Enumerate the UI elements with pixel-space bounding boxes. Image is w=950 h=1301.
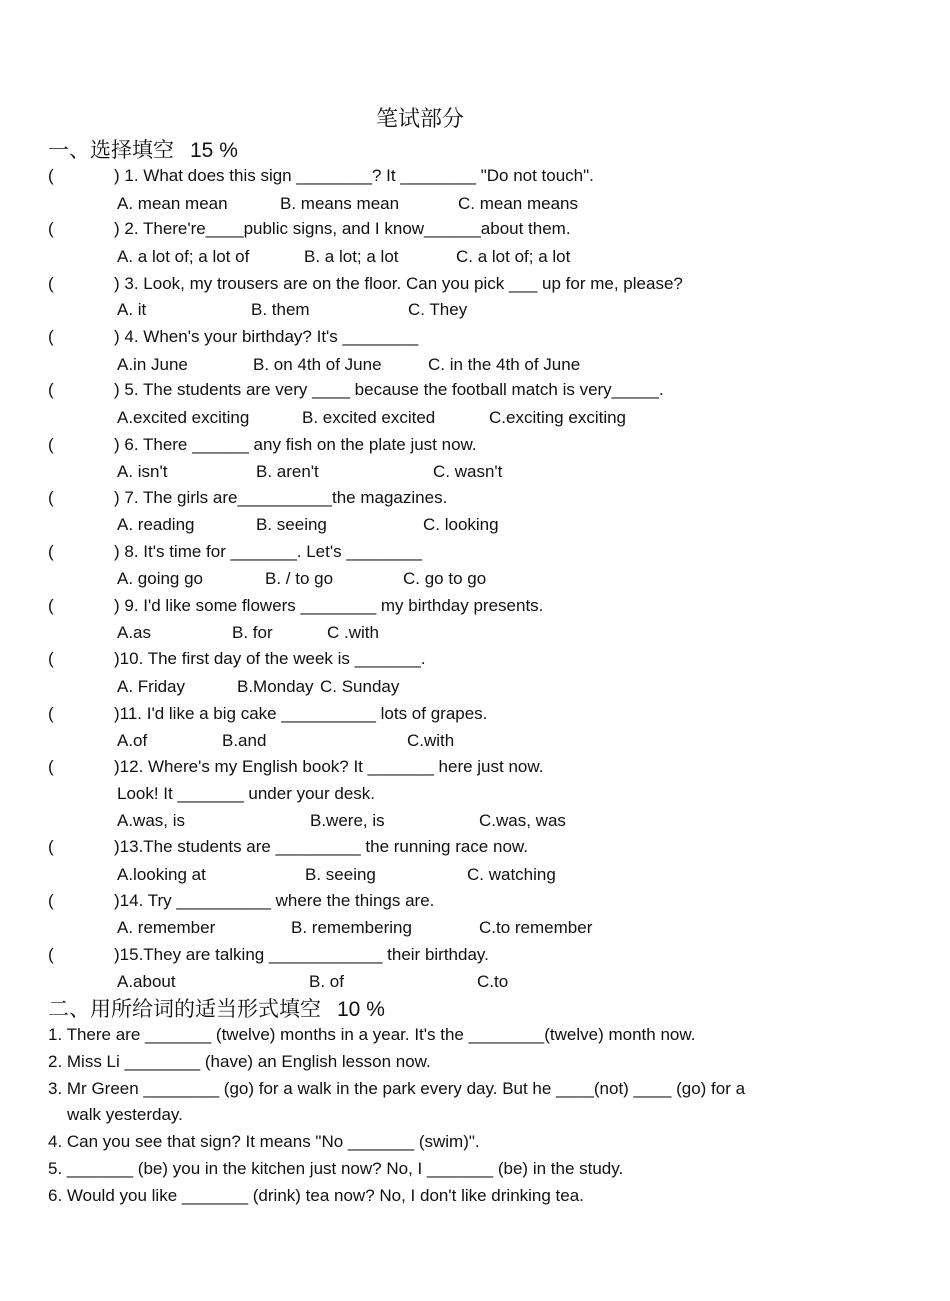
answer-blank: ( (48, 274, 54, 293)
question-stem: ) 6. There ______ any fish on the plate just now. (114, 435, 477, 454)
option-c: C. wasn't (433, 462, 503, 481)
answer-blank: ( (48, 891, 54, 910)
page-title: 笔试部分 (375, 107, 464, 132)
fill-blank-6: 6. Would you like _______ (drink) tea now? No, I don't like drinking tea. (48, 1186, 584, 1205)
option-c: C.exciting exciting (489, 408, 627, 427)
question-stem: )10. The first day of the week is _______. (114, 649, 426, 668)
question-stem: ) 1. What does this sign ________? It ________ "Do not touch". (114, 166, 594, 185)
option-c: C.with (407, 731, 455, 750)
answer-blank: ( (48, 596, 54, 615)
option-a: A. mean mean (117, 194, 228, 213)
question-8 (48, 542, 422, 562)
option-c: C.to remember (479, 918, 593, 937)
option-c: C. Sunday (320, 677, 400, 696)
option-b: B.were, is (310, 811, 385, 830)
option-c: C .with (327, 623, 379, 642)
question-5 (48, 380, 664, 400)
question-10 (48, 649, 426, 669)
option-b: B. a lot; a lot (304, 247, 399, 266)
option-a: A. Friday (117, 677, 186, 696)
option-b: B. remembering (291, 918, 412, 937)
option-c: C.was, was (479, 811, 566, 830)
question-6 (48, 435, 477, 455)
answer-blank: ( (48, 219, 54, 238)
option-b: B. seeing (305, 865, 376, 884)
question-4 (48, 327, 418, 347)
option-c: C. They (408, 300, 468, 319)
section2-percent: 10 % (337, 998, 385, 1021)
question-stem: )14. Try __________ where the things are. (114, 891, 435, 910)
question-12 (48, 757, 543, 777)
option-b: B. seeing (256, 515, 327, 534)
fill-blank-5: 5. _______ (be) you in the kitchen just now? No, I _______ (be) in the study. (48, 1159, 624, 1178)
option-a: A.excited exciting (117, 408, 250, 427)
section1-heading-text: 一、选择填空 (48, 138, 174, 162)
option-a: A. a lot of; a lot of (117, 247, 250, 266)
question-stem: ) 7. The girls are__________the magazines. (114, 488, 448, 507)
question-3 (48, 274, 683, 294)
answer-blank: ( (48, 757, 54, 776)
section1-percent: 15 % (190, 139, 238, 162)
option-b: B.Monday (237, 677, 314, 696)
option-a: A.as (117, 623, 152, 642)
question-sub-stem: Look! It _______ under your desk. (117, 784, 376, 803)
section2-heading-text: 二、用所给词的适当形式填空 (48, 997, 321, 1021)
question-7 (48, 488, 447, 508)
option-a: A. it (117, 300, 147, 319)
option-a: A. isn't (117, 462, 168, 481)
question-stem: ) 3. Look, my trousers are on the floor. Can you pick ___ up for me, please? (114, 274, 683, 293)
fill-blank-1: 1. There are _______ (twelve) months in a year. It's the ________(twelve) month now. (48, 1025, 696, 1044)
question-stem: )12. Where's my English book? It _______ here just now. (114, 757, 544, 776)
question-14 (48, 891, 434, 911)
question-13 (48, 837, 528, 857)
fill-blank-3: 3. Mr Green ________ (go) for a walk in the park every day. But he ____(not) ____ (go) for a (48, 1079, 746, 1098)
fill-blank-2: 2. Miss Li ________ (have) an English lesson now. (48, 1052, 431, 1071)
option-a: A.was, is (117, 811, 186, 830)
option-a: A.about (117, 972, 176, 991)
answer-blank: ( (48, 488, 54, 507)
option-a: A.of (117, 731, 148, 750)
option-c: C.to (477, 972, 509, 991)
answer-blank: ( (48, 166, 54, 185)
fill-blank-3-continued: walk yesterday. (67, 1105, 183, 1124)
option-c: C. a lot of; a lot (456, 247, 571, 266)
option-c: C. looking (423, 515, 499, 534)
answer-blank: ( (48, 380, 54, 399)
question-11 (48, 704, 487, 724)
question-2 (48, 219, 571, 239)
question-1 (48, 166, 594, 186)
answer-blank: ( (48, 837, 54, 856)
question-15 (48, 945, 489, 965)
option-b: B. means mean (280, 194, 400, 213)
option-c: C. go to go (403, 569, 487, 588)
answer-blank: ( (48, 945, 54, 964)
option-c: C. watching (467, 865, 556, 884)
option-b: B. aren't (256, 462, 319, 481)
option-c: C. in the 4th of June (428, 355, 581, 374)
option-a: A. remember (117, 918, 216, 937)
section1-heading (48, 134, 238, 164)
question-stem: ) 5. The students are very ____ because the football match is very_____. (114, 380, 664, 399)
section2-heading (48, 993, 385, 1023)
option-a: A.looking at (117, 865, 206, 884)
answer-blank: ( (48, 435, 54, 454)
option-b: B. of (309, 972, 344, 991)
answer-blank: ( (48, 327, 54, 346)
question-stem: ) 4. When's your birthday? It's ________ (114, 327, 419, 346)
question-stem: ) 2. There're____public signs, and I know______about them. (114, 219, 571, 238)
question-stem: )15.They are talking ____________ their birthday. (114, 945, 489, 964)
option-a: A. reading (117, 515, 195, 534)
question-12-sub (117, 784, 375, 804)
answer-blank: ( (48, 704, 54, 723)
option-a: A. going go (117, 569, 204, 588)
option-c: C. mean means (458, 194, 578, 213)
option-b: B. them (251, 300, 310, 319)
option-a: A.in June (117, 355, 188, 374)
fill-blank-4: 4. Can you see that sign? It means "No _______ (swim)". (48, 1132, 480, 1151)
option-b: B.and (222, 731, 267, 750)
option-b: B. / to go (265, 569, 334, 588)
question-stem: )11. I'd like a big cake __________ lots of grapes. (114, 704, 488, 723)
question-stem: ) 9. I'd like some flowers ________ my birthday presents. (114, 596, 544, 615)
option-b: B. for (232, 623, 273, 642)
answer-blank: ( (48, 542, 54, 561)
option-b: B. on 4th of June (253, 355, 382, 374)
option-b: B. excited excited (302, 408, 436, 427)
question-stem: ) 8. It's time for _______. Let's ________ (114, 542, 422, 561)
question-9 (48, 596, 543, 616)
question-stem: )13.The students are _________ the running race now. (114, 837, 528, 856)
answer-blank: ( (48, 649, 54, 668)
